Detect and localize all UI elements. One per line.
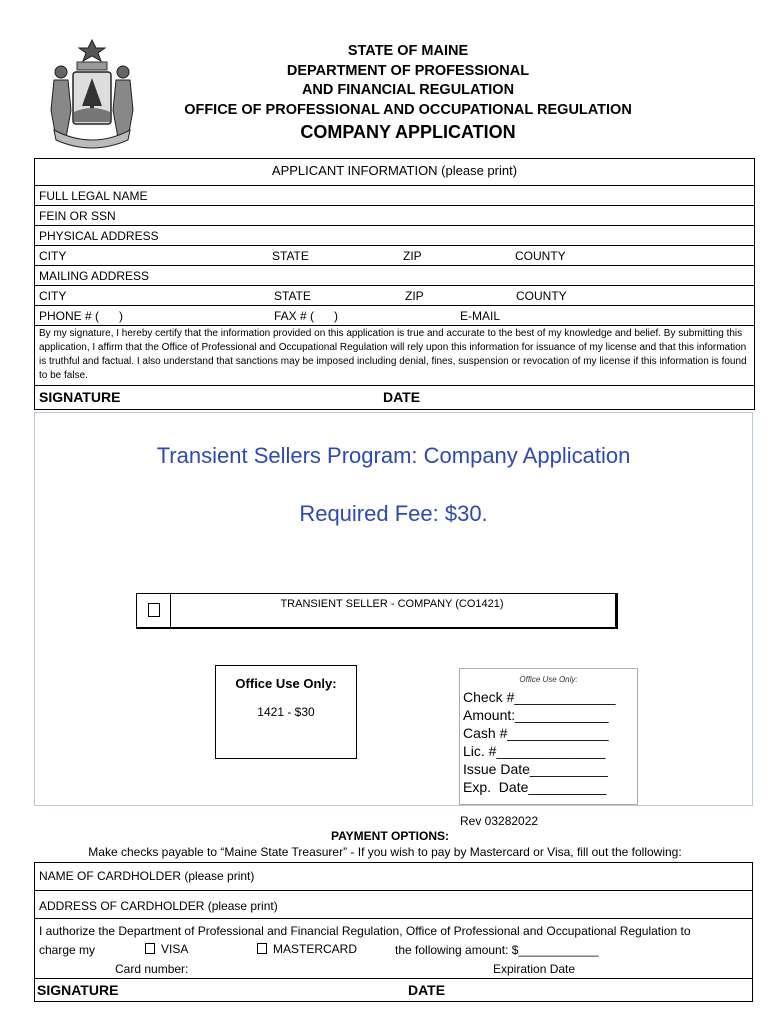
field-label: ZIP (403, 249, 422, 263)
payment-note: Make checks payable to “Maine State Treasurer” - If you wish to pay by Mastercard or Visa, fill out the following: (88, 845, 682, 859)
program-title: Transient Sellers Program: Company Application (156, 443, 631, 468)
certification-text: By my signature, I hereby certify that the information provided on this application is true and accurate to the best of my knowledge and belief. By submitting this application, I affirm that the Office of Professional and Occupational Regulation will rely upon this information for issuance of my license and that this information is truthful and factual. I also understand that sanctions may be imposed including denial, fines, suspension or revocation of my license if this information is found to be false. (35, 325, 754, 385)
applicant-signature-row[interactable] (35, 385, 754, 410)
signature-label: SIGNATURE (37, 982, 119, 998)
cardholder-address-field[interactable] (35, 890, 752, 918)
field-label: NAME OF CARDHOLDER (please print) (39, 869, 255, 883)
expiration-field[interactable]: Expiration Date (493, 962, 576, 976)
visa-label: VISA (161, 942, 189, 956)
card-number-field[interactable]: Card number: (115, 962, 189, 976)
field-label: PHONE # ( ) (39, 309, 124, 323)
office-use-line: Check #_____________ (463, 689, 616, 705)
payment-options-title: PAYMENT OPTIONS: (330, 829, 449, 843)
field-label: STATE (272, 249, 309, 263)
form-title: COMPANY APPLICATION (300, 122, 516, 142)
license-label: TRANSIENT SELLER - COMPANY (CO1421) (280, 598, 504, 610)
checkbox-icon (145, 943, 155, 954)
field-label: ZIP (405, 289, 424, 303)
license-checkbox[interactable] (137, 594, 171, 627)
office-use-line: Issue Date__________ (463, 761, 608, 777)
program-section (34, 412, 753, 806)
physical-address-field[interactable] (35, 225, 754, 245)
signature-label: SIGNATURE (39, 389, 121, 405)
card-signature-row[interactable] (35, 978, 752, 1002)
field-label: FULL LEGAL NAME (39, 189, 148, 203)
state-seal-icon (44, 38, 140, 150)
charge-my-label: charge my (39, 943, 96, 957)
physical-city-row[interactable] (35, 245, 754, 265)
field-label: FAX # ( ) (274, 309, 339, 323)
field-label: ADDRESS OF CARDHOLDER (please print) (39, 899, 278, 913)
header-line: OFFICE OF PROFESSIONAL AND OCCUPATIONAL REGULATION (184, 101, 632, 118)
field-label: CITY (39, 249, 67, 263)
office-use-title: Office Use Only: (519, 675, 578, 684)
office-use-line: Exp. Date__________ (463, 779, 607, 795)
authorization-text: I authorize the Department of Professional and Financial Regulation, Office of Professional and Occupational Regulation to (39, 924, 691, 938)
field-label: CITY (39, 289, 67, 303)
office-use-line: Amount:____________ (463, 707, 609, 723)
revision-label: Rev 03282022 (460, 814, 539, 828)
fein-field[interactable] (35, 205, 754, 225)
office-use-line: Lic. #______________ (463, 743, 606, 759)
header-line: DEPARTMENT OF PROFESSIONAL (286, 62, 530, 79)
mastercard-label: MASTERCARD (273, 942, 358, 956)
checkbox-icon (148, 603, 160, 617)
mailing-city-row[interactable] (35, 285, 754, 305)
card-payment-section (34, 862, 753, 1002)
applicant-information-section (34, 158, 755, 410)
office-use-payment-box (459, 668, 638, 805)
header-line: STATE OF MAINE (347, 43, 469, 59)
date-label: DATE (383, 389, 421, 405)
section-title: APPLICANT INFORMATION (please print) (271, 163, 518, 178)
office-use-title: Office Use Only: (235, 676, 337, 691)
field-label: E-MAIL (460, 309, 501, 323)
field-label: MAILING ADDRESS (39, 269, 150, 283)
authorization-area (35, 918, 752, 978)
required-fee: Required Fee: $30. (299, 501, 488, 526)
full-legal-name-field[interactable] (35, 185, 754, 205)
mastercard-option[interactable] (257, 942, 357, 956)
office-use-box (215, 665, 357, 759)
office-use-line: Cash #_____________ (463, 725, 609, 741)
contact-row[interactable] (35, 305, 754, 325)
field-label: PHYSICAL ADDRESS (39, 229, 159, 243)
field-label: STATE (274, 289, 311, 303)
date-label: DATE (408, 982, 446, 998)
field-label: COUNTY (515, 249, 566, 263)
cardholder-name-field[interactable] (35, 862, 752, 890)
visa-option[interactable] (145, 942, 188, 956)
mailing-address-field[interactable] (35, 265, 754, 285)
form-header (140, 42, 676, 143)
checkbox-icon (257, 943, 267, 954)
office-use-code: 1421 - $30 (257, 705, 315, 719)
license-type-row (136, 593, 618, 629)
field-label: COUNTY (516, 289, 567, 303)
amount-field[interactable]: the following amount: $____________ (395, 943, 599, 957)
header-line: AND FINANCIAL REGULATION (301, 82, 515, 98)
field-label: FEIN OR SSN (39, 209, 116, 223)
